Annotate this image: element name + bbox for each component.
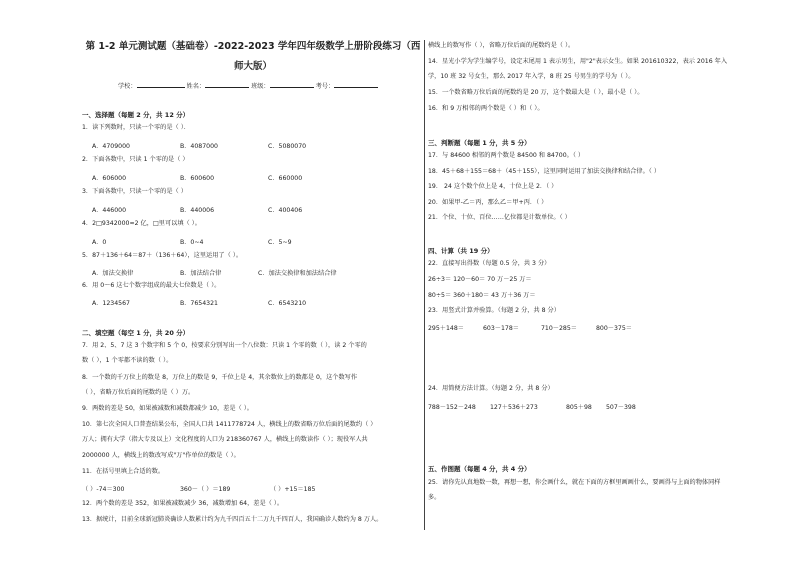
q6-option-c[interactable]: C．6543210 (268, 300, 307, 307)
student-info-row (118, 80, 378, 90)
q4-option-a[interactable]: A．0 (92, 239, 107, 246)
q6-option-a[interactable]: A．1234567 (92, 300, 130, 307)
q4-option-b[interactable]: B．0~4 (180, 239, 204, 246)
question-18: 18．45＋68＋155＝68＋（45＋155），这里同时运用了加法交换律和结合律。（ ） (428, 168, 661, 175)
q23-item-1: 295＋148＝ (428, 325, 464, 332)
question-20: 20．如果甲-乙＝丙，那么乙＝甲+丙．（ ） (428, 199, 548, 206)
question-10-line-1: 10．第七次全国人口普查结果公布，全国人口共 1411778724 人，横线上的数省略万位后面的尾数约（ ） (82, 421, 377, 428)
question-17: 17．与 84600 相邻的两个数是 84500 和 84700。（ ） (428, 152, 585, 159)
section-5-heading: 五、作图题（每题 4 分，共 4 分） (428, 465, 531, 473)
section-1-heading: 一、选择题（每题 2 分，共 12 分） (82, 111, 190, 119)
question-25-line-1: 25．请你先认真地数一数，再想一想，你会画什么，就在下面的方框里画画什么，要画得与上面的物体同样 (428, 479, 721, 486)
class-blank[interactable] (270, 80, 314, 88)
school-blank[interactable] (137, 80, 185, 88)
question-8-line-1: 8．一个数的千万位上的数是 8，万位上的数是 9，千位上是 4，其余数位上的数都是 0，这个数写作 (82, 374, 358, 381)
question-23: 23．用竖式计算并验算。（每题 2 分，共 8 分） (428, 307, 560, 314)
question-16: 16．和 9 万相邻的两个数是（ ）和（ ）。 (428, 105, 544, 112)
q5-option-a[interactable]: A．加法交换律 (92, 270, 134, 277)
q6-option-b[interactable]: B．7654321 (180, 300, 218, 307)
q3-option-c[interactable]: C．400406 (268, 207, 303, 214)
q24-item-2: 127＋536＋273 (490, 404, 538, 411)
question-15: 15．一个数省略万位后面的尾数约是 20 万，这个数最大是（ ），最小是（ ）。 (428, 89, 644, 96)
question-22: 22．直接写出得数（每题 0.5 分，共 3 分） (428, 260, 551, 267)
class-label: 班级： (251, 83, 270, 90)
id-blank[interactable] (334, 80, 378, 88)
school-label: 学校： (118, 83, 137, 90)
section-2-heading: 二、填空题（每空 1 分，共 20 分） (82, 329, 190, 337)
q1-option-c[interactable]: C．5080070 (268, 143, 307, 150)
question-7-line-2: 数（ ），1 个零都不读的数（ ）。 (82, 357, 173, 364)
question-14-line-1: 14．星光小学为学生编学号，设定末尾用 1 表示男生，用"2"表示女生。如果 201610322，表示 2016 年入 (428, 58, 728, 65)
q23-item-4: 800－375＝ (596, 325, 632, 332)
question-2: 2．下面各数中，只读 1 个零的是（ ） (82, 156, 189, 163)
question-3: 3．下面各数中，只读一个零的是（ ） (82, 188, 187, 195)
section-4-heading: 四、计算（共 19 分） (428, 247, 494, 255)
name-blank[interactable] (205, 80, 249, 88)
title-line-1: 第 1-2 单元测试题（基础卷）-2022-2023 学年四年级数学上册阶段练习（西 (85, 41, 421, 52)
q24-item-3: 805＋98 (566, 404, 592, 411)
question-10-line-2: 万人；拥有大学（指大专及以上）文化程度的人口为 218360767 人，横线上的数读作（ ）；现役军人共 (82, 436, 368, 443)
q5-option-c[interactable]: C．加法交换律和加法结合律 (258, 270, 337, 277)
q23-item-3: 710－285＝ (541, 325, 577, 332)
q11-item-2[interactable]: 360－（ ）＝189 (180, 486, 231, 493)
q4-option-c[interactable]: C．5~9 (268, 239, 292, 246)
q1-option-a[interactable]: A．4709000 (92, 143, 130, 150)
q1-option-b[interactable]: B．4087000 (180, 143, 218, 150)
question-11: 11．在括号里填上合适的数。 (82, 468, 165, 475)
question-7-line-1: 7．用 2、5、7 这 3 个数字和 5 个 0，按要求分别写出一个八位数：只读 1 个零的数（ ），读 2 个零的 (82, 342, 367, 349)
question-1: 1．读下列数时，只读一个零的是（ ）． (82, 124, 190, 131)
question-21: 21．个位、十位、百位……亿位都是计数单位。（ ） (428, 214, 571, 221)
q24-item-1: 788－152－248 (428, 404, 476, 411)
name-label: 姓名： (186, 83, 206, 90)
question-24: 24．用简便方法计算。（每题 2 分，共 8 分） (428, 385, 554, 392)
question-22-row-1: 26÷3＝ 120－60＝ 70 万－25 万＝ (428, 276, 532, 283)
question-5: 5．87＋136＋64＝87＋（136＋64），这里运用了（ ）。 (82, 252, 243, 259)
title-line-2: 师大版） (233, 61, 272, 72)
question-14-line-2: 学，10 班 32 号女生，那么 2017 年入学，8 班 25 号男生的学号为（ ）。 (428, 73, 635, 80)
question-9: 9．两数的差是 50，如果被减数和减数都减少 10，差是（ ）。 (82, 405, 253, 412)
question-22-row-2: 80÷5＝ 360＋180＝ 43 万＋36 万＝ (428, 292, 536, 299)
question-4: 4．2□9342000≈2 亿，□里可以填（ ）。 (82, 220, 201, 227)
section-3-heading: 三、判断题（每题 1 分，共 5 分） (428, 139, 531, 147)
q2-option-c[interactable]: C．660000 (268, 175, 303, 182)
column-divider (424, 40, 425, 530)
question-19: 19． 24 这个数个位上是 4，十位上是 2．（ ） (428, 183, 558, 190)
question-13: 13．据统计，目前全球新冠肺炎确诊人数累计约为九千四百五十二万九千四百人，我国确诊人数约为 8 万人。 (82, 516, 383, 523)
q11-item-3[interactable]: （ ）+15＝185 (270, 486, 316, 493)
id-label: 考号： (315, 83, 335, 90)
question-13-continued: 横线上的数写作（ ），省略万位后面的尾数约是（ ）。 (428, 42, 575, 49)
q2-option-a[interactable]: A．606000 (92, 175, 127, 182)
q23-item-2: 603－178＝ (483, 325, 519, 332)
question-8-line-2: （ ），省略万位后面的尾数约是（ ）万。 (82, 389, 195, 396)
q3-option-a[interactable]: A．446000 (92, 207, 127, 214)
q24-item-4: 507－398 (606, 404, 636, 411)
q5-option-b[interactable]: B．加法结合律 (180, 270, 222, 277)
question-12: 12．两个数的差是 352，如果被减数减少 36，减数增加 64，差是（ ）。 (82, 500, 284, 507)
question-10-line-3: 2000000 人，横线上的数改写成"万"作单位的数是（ ）。 (82, 452, 240, 459)
q2-option-b[interactable]: B．600600 (180, 175, 215, 182)
question-6: 6．用 0～6 这七个数字组成的最大七位数是（ ）。 (82, 282, 221, 289)
question-25-line-2: 多。 (428, 494, 441, 501)
q11-item-1[interactable]: （ ）-74＝300 (82, 486, 125, 493)
q3-option-b[interactable]: B．440006 (180, 207, 215, 214)
